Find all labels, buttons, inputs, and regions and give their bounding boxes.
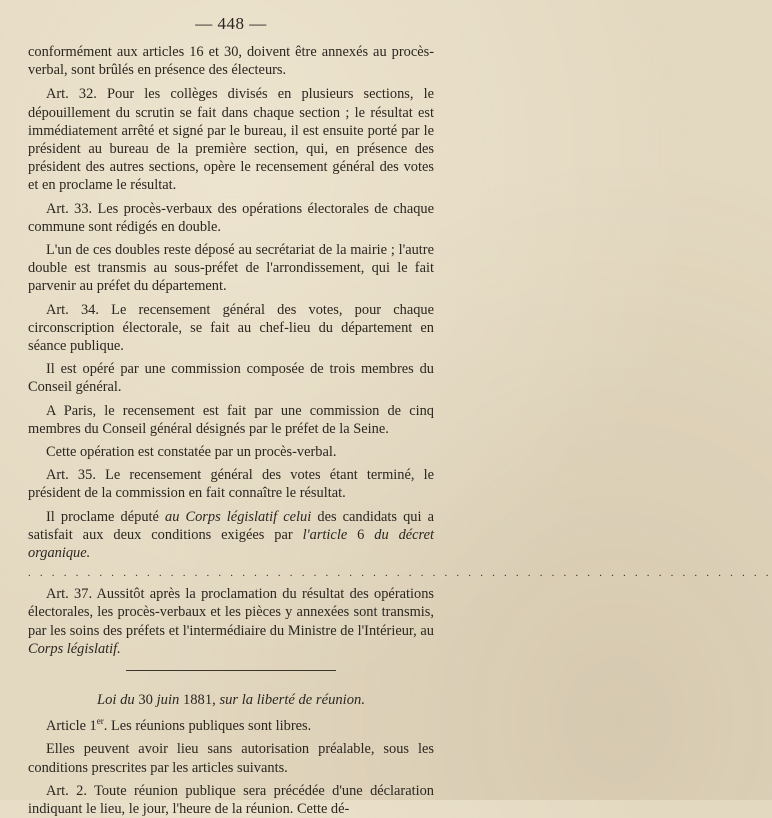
text-run: 6: [347, 526, 375, 543]
article-33: Art. 33. Les procès-verbaux des opérations électorales de chaque commune sont rédigés en double.: [28, 200, 434, 235]
law-title-part: 30: [134, 692, 157, 709]
article-34-paragraph-2: Il est opéré par une commission composée de trois membres du Conseil général.: [28, 361, 434, 396]
law-title-part: Loi du: [97, 692, 135, 709]
article-37: [28, 585, 434, 658]
ellipsis-dots: . . . . . . . . . . . . . . . . . . . . . . . . . . . . . . . . . . . . . . . . . . . . . . . . . . . . . . . . . . . . . . .: [28, 567, 772, 580]
text-run: des candidats qui a satisfait aux deux conditions exigées par: [28, 508, 434, 543]
article-34: Art. 34. Le recensement général des votes, pour chaque circonscription électorale, se fait au chef-lieu du département en séance publique.: [28, 301, 434, 355]
italic-run: Corps législatif.: [28, 640, 121, 657]
law-title-part: juin: [156, 692, 180, 709]
law-article-1-paragraph-2: Elles peuvent avoir lieu sans autorisation préalable, sous les conditions prescrites par les articles suivants.: [28, 741, 434, 776]
superscript: er: [96, 716, 104, 727]
text-run: Article 1: [46, 718, 97, 735]
text-run: Art. 37. Aussitôt après la proclamation du résultat des opérations électorales, les procès-verbaux et les pièces y annexées sont transmis, par les soins des préfets et l'intermédiaire du Ministre de l'Intérieur, au: [28, 586, 434, 639]
law-article-1: [28, 717, 434, 735]
article-35: Art. 35. Le recensement général des votes étant terminé, le président de la commission en fait connaître le résultat.: [28, 467, 434, 502]
article-34-paragraph-3: A Paris, le recensement est fait par une commission de cinq membres du Conseil général désignés par le préfet de la Seine.: [28, 402, 434, 437]
italic-run: au Corps législatif celui: [165, 508, 312, 525]
article-33-paragraph-2: L'un de ces doubles reste déposé au secrétariat de la mairie ; l'autre double est transmis au sous-préfet de l'arrondissement, qui le fait parvenir au préfet du département.: [28, 242, 434, 295]
article-32: Art. 32. Pour les collèges divisés en plusieurs sections, le dépouillement du scrutin se fait dans chaque section ; le résultat est immédiatement arrêté et signé par le bureau, il est ensuite porté par le président au bureau de la première section, qui, en présence des président des autres sections, opère le recensement général des votes et en proclame le résultat.: [28, 86, 434, 194]
italic-run: du décret organique.: [28, 526, 434, 562]
law-title-part: 1881,: [179, 692, 220, 709]
italic-run: l'article: [302, 526, 348, 543]
page-number: — 448 —: [195, 14, 267, 33]
law-title-part: sur la liberté de réunion.: [219, 692, 365, 709]
text-run: Il proclame député: [46, 508, 166, 525]
text-run: . Les réunions publiques sont libres.: [103, 718, 312, 735]
article-34-paragraph-4: Cette opération est constatée par un procès-verbal.: [46, 444, 337, 461]
paragraph-continuation: conformément aux articles 16 et 30, doivent être annexés au procès-verbal, sont brûlés en présence des électeurs.: [28, 44, 434, 79]
section-divider: [126, 670, 336, 671]
article-35-paragraph-2: [28, 508, 434, 563]
law-article-2: Art. 2. Toute réunion publique sera précédée d'une déclaration indiquant le lieu, le jour, l'heure de la réunion. Cette dé-: [28, 782, 434, 817]
law-title: [28, 691, 434, 709]
